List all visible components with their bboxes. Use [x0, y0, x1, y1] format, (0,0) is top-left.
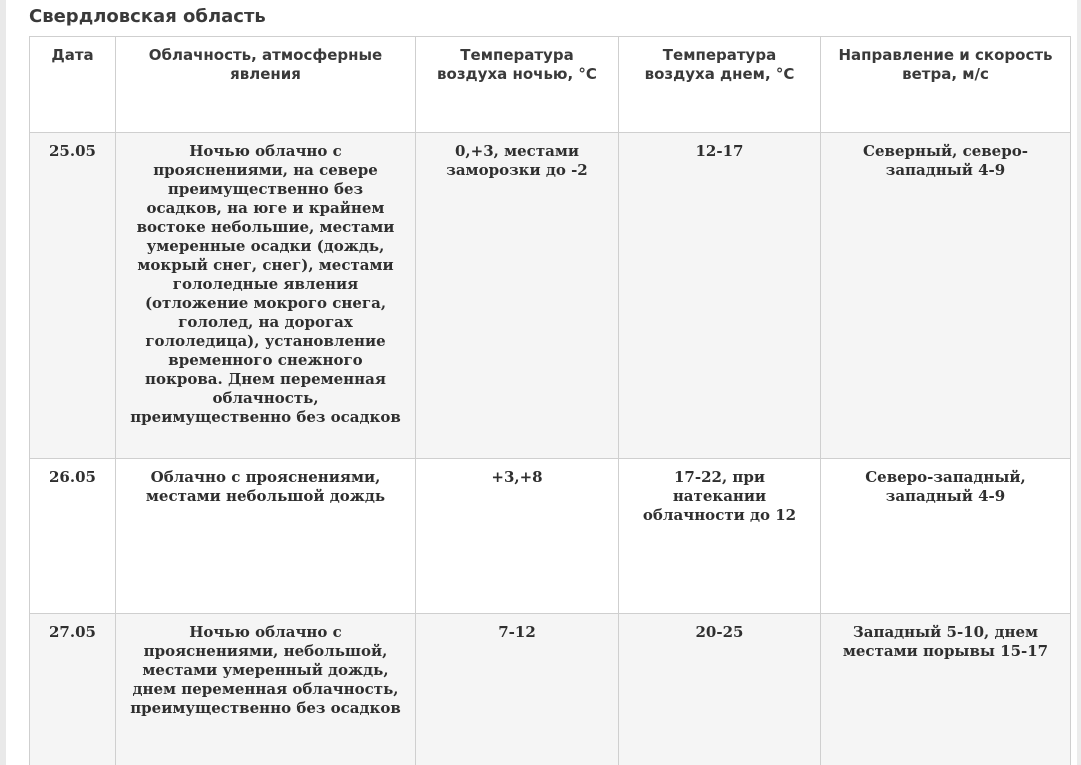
table-row — [30, 133, 1071, 459]
cell-wind: Западный 5-10, днем местами порывы 15-17 — [821, 614, 1071, 765]
cell-date: 27.05 — [30, 614, 116, 765]
table-row — [30, 459, 1071, 614]
header-clouds: Облачность, атмосферные явления — [116, 37, 416, 133]
cell-temp-night: 0,+3, местами заморозки до -2 — [416, 133, 619, 459]
cell-temp-night: 7-12 — [416, 614, 619, 765]
cell-wind: Северный, северо-западный 4-9 — [821, 133, 1071, 459]
header-temp-day: Температура воздуха днем, °С — [619, 37, 821, 133]
header-date: Дата — [30, 37, 116, 133]
left-border-strip — [0, 0, 6, 765]
forecast-table — [29, 36, 1071, 765]
header-temp-night: Температура воздуха ночью, °С — [416, 37, 619, 133]
right-border-strip — [1077, 0, 1081, 765]
table-header-row — [30, 37, 1071, 133]
cell-clouds: Ночью облачно с прояснениями, небольшой, местами умеренный дождь, днем переменная облачность, преимущественно без осадков — [116, 614, 416, 765]
header-wind: Направление и скорость ветра, м/с — [821, 37, 1071, 133]
cell-temp-night: +3,+8 — [416, 459, 619, 614]
cell-temp-day: 17-22, при натекании облачности до 12 — [619, 459, 821, 614]
cell-wind: Северо-западный, западный 4-9 — [821, 459, 1071, 614]
region-title: Свердловская область — [29, 6, 266, 27]
cell-clouds: Ночью облачно с прояснениями, на севере преимущественно без осадков, на юге и крайнем востоке небольшие, местами умеренные осадки (дождь, мокрый снег, снег), местами гололедные явления (отложение мокрого снега, гололед, на дорогах гололедица), установление временного снежного покрова. Днем переменная облачность, преимущественно без осадков — [116, 133, 416, 459]
cell-clouds: Облачно с прояснениями, местами небольшой дождь — [116, 459, 416, 614]
cell-date: 26.05 — [30, 459, 116, 614]
cell-temp-day: 20-25 — [619, 614, 821, 765]
table-row — [30, 614, 1071, 765]
cell-date: 25.05 — [30, 133, 116, 459]
cell-temp-day: 12-17 — [619, 133, 821, 459]
